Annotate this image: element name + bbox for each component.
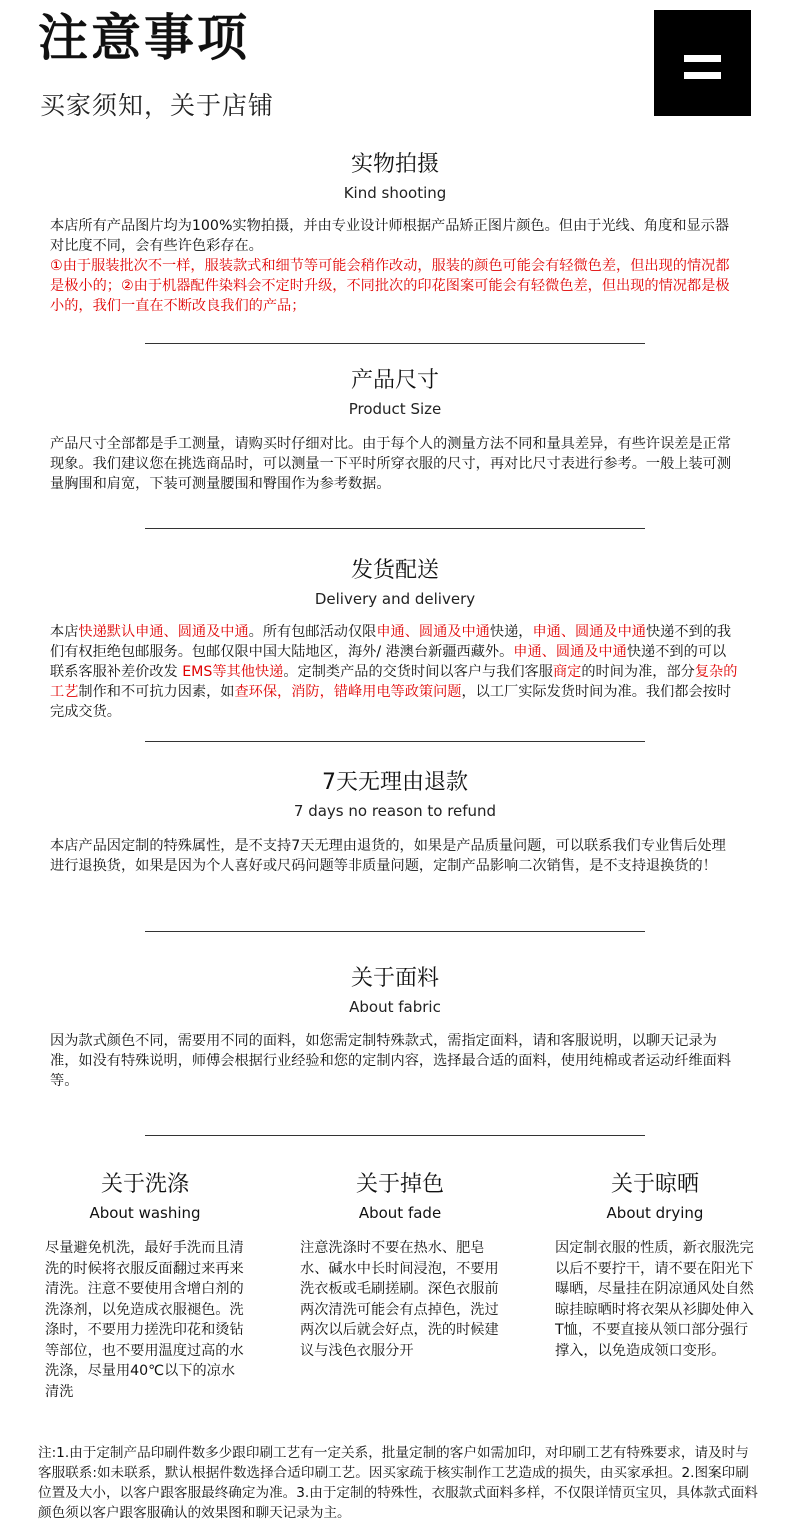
page-subtitle: 买家须知，关于店铺	[40, 91, 275, 120]
section-text-refund: 本店产品因定制的特殊属性，是不支持7天无理由退货的，如果是产品质量问题，可以联系我们专业售后处理进行退换货，如果是因为个人喜好或尺码问题等非质量问题，定制产品影响二次销售，是不支持退换货的！	[50, 838, 726, 874]
section-title: 关于面料	[350, 966, 439, 991]
care-column-drying	[555, 1170, 755, 1361]
section-header-delivery	[0, 556, 790, 610]
page-title: 注意事项	[38, 9, 250, 67]
divider	[145, 343, 645, 344]
section-text-shooting	[50, 216, 740, 316]
menu-bar-bottom	[684, 72, 721, 79]
highlight-text: EMS等其他快递	[182, 664, 284, 680]
section-header-size	[0, 366, 790, 420]
care-title: 关于掉色	[355, 1172, 444, 1197]
delivery-text-segment: 。定制类产品的交货时间以客户与我们客服	[283, 664, 553, 680]
care-text: 尽量避免机洗，最好手洗而且清洗的时候将衣服反面翻过来再来清洗。注意不要使用含增白剂的洗涤剂，以免造成衣服褪色。洗涤时，不要用力搓洗印花和烫钻等部位，也不要用温度过高的水洗涤，尽量用40℃以下的凉水清洗	[45, 1240, 244, 1400]
section-title: 实物拍摄	[350, 152, 439, 177]
highlight-text: 复杂的工艺	[50, 664, 738, 700]
divider	[145, 931, 645, 932]
section-header-refund	[0, 768, 790, 822]
care-subtitle: About fade	[358, 1204, 442, 1222]
section-subtitle: About fabric	[349, 998, 441, 1016]
footer-note: 注:1.由于定制产品印刷件数多少跟印刷工艺有一定关系，批量定制的客户如需加印，对印刷工艺有特殊要求，请及时与客服联系:如未联系，默认根据件数选择合适印刷工艺。因买家疏于核实制作工艺造成的损失，由买家承担。2.图案印刷位置及大小，以客户跟客服最终确定为准。3.由于定制的特殊性，衣服款式面料多样，不仅限详情页宝贝，具体款式面料颜色须以客户跟客服确认的效果图和聊天记录为主。	[38, 1445, 758, 1521]
delivery-text-segment: 制作和不可抗力因素，如	[78, 684, 235, 700]
section-text-size: 产品尺寸全部都是手工测量，请购买时仔细对比。由于每个人的测量方法不同和量具差异，有些许误差是正常现象。我们建议您在挑选商品时，可以测量一下平时所穿衣服的尺寸，再对比尺寸表进行参考。一般上装可测量胸围和肩宽，下装可测量腰围和臀围作为参考数据。	[50, 436, 732, 492]
highlight-text: 申通、圆通及中通	[376, 624, 490, 640]
care-title: 关于晾晒	[610, 1172, 699, 1197]
highlight-text: 查环保，消防，错峰用电等政策问题	[234, 684, 462, 700]
delivery-text-segment: 本店	[50, 624, 79, 640]
section-header-shooting	[0, 150, 790, 204]
delivery-text-segment: 快递不到的可以联系客服补差价改发	[50, 644, 727, 680]
care-subtitle: About drying	[606, 1204, 704, 1222]
delivery-text-segment: ，以工厂实际发货时间为准。我们都会按时完成交货。	[50, 684, 732, 720]
section-title: 7天无理由退款	[322, 770, 468, 795]
section-header-fabric	[0, 964, 790, 1018]
care-column-washing	[45, 1170, 245, 1402]
highlight-text: 商定	[552, 664, 582, 680]
section-subtitle: Product Size	[348, 400, 442, 418]
care-title: 关于洗涤	[100, 1172, 189, 1197]
highlight-text: 快递默认申通、圆通及中通	[78, 624, 249, 640]
section-text-delivery	[50, 622, 740, 722]
highlight-text: 申通、圆通及中通	[532, 624, 646, 640]
section-title: 发货配送	[350, 558, 439, 583]
divider	[145, 741, 645, 742]
section-subtitle: Delivery and delivery	[314, 590, 476, 608]
care-text: 注意洗涤时不要在热水、肥皂水、碱水中长时间浸泡，不要用洗衣板或毛刷搓刷。深色衣服前两次清洗可能会有点掉色，洗过两次以后就会好点，洗的时候建议与浅色衣服分开	[300, 1240, 499, 1359]
shooting-warning: ①由于服装批次不一样，服装款式和细节等可能会稍作改动，服装的颜色可能会有轻微色差，但出现的情况都是极小的；②由于机器配件染料会不定时升级，不同批次的印花图案可能会有轻微色差，但出现的情况都是极小的，我们一直在不断改良我们的产品；	[50, 258, 730, 314]
section-title: 产品尺寸	[350, 368, 439, 393]
divider	[145, 1135, 645, 1136]
section-subtitle: 7 days no reason to refund	[293, 802, 497, 820]
divider	[145, 528, 645, 529]
care-subtitle: About washing	[89, 1204, 201, 1222]
care-text: 因定制衣服的性质，新衣服洗完以后不要拧干，请不要在阳光下曝晒，尽量挂在阴凉通风处自然晾挂晾晒时将衣架从衫脚处伸入T恤，不要直接从领口部分强行撑入，以免造成领口变形。	[555, 1240, 754, 1359]
section-subtitle: Kind shooting	[343, 184, 447, 202]
menu-bar-top	[684, 55, 721, 62]
section-text-fabric: 因为款式颜色不同，需要用不同的面料，如您需定制特殊款式，需指定面料，请和客服说明，以聊天记录为准，如没有特殊说明，师傅会根据行业经验和您的定制内容，选择最合适的面料，使用纯棉或者运动纤维面料等。	[50, 1033, 732, 1089]
shooting-text: 本店所有产品图片均为100%实物拍摄，并由专业设计师根据产品矫正图片颜色。但由于光线、角度和显示器对比度不同，会有些许色彩存在。	[50, 218, 730, 254]
highlight-text: 申通、圆通及中通	[513, 644, 627, 660]
delivery-text-segment: 快递不到的我们有权拒绝包邮服务。包邮仅限中国大陆地区，海外/ 港澳台新疆西藏外。	[50, 624, 732, 660]
delivery-text-segment: 的时间为准，部分	[581, 664, 695, 680]
delivery-text-segment: 快递，	[489, 624, 533, 640]
care-column-fade	[300, 1170, 500, 1361]
delivery-text-segment: 。所有包邮活动仅限	[248, 624, 377, 640]
menu-icon[interactable]	[654, 10, 751, 116]
